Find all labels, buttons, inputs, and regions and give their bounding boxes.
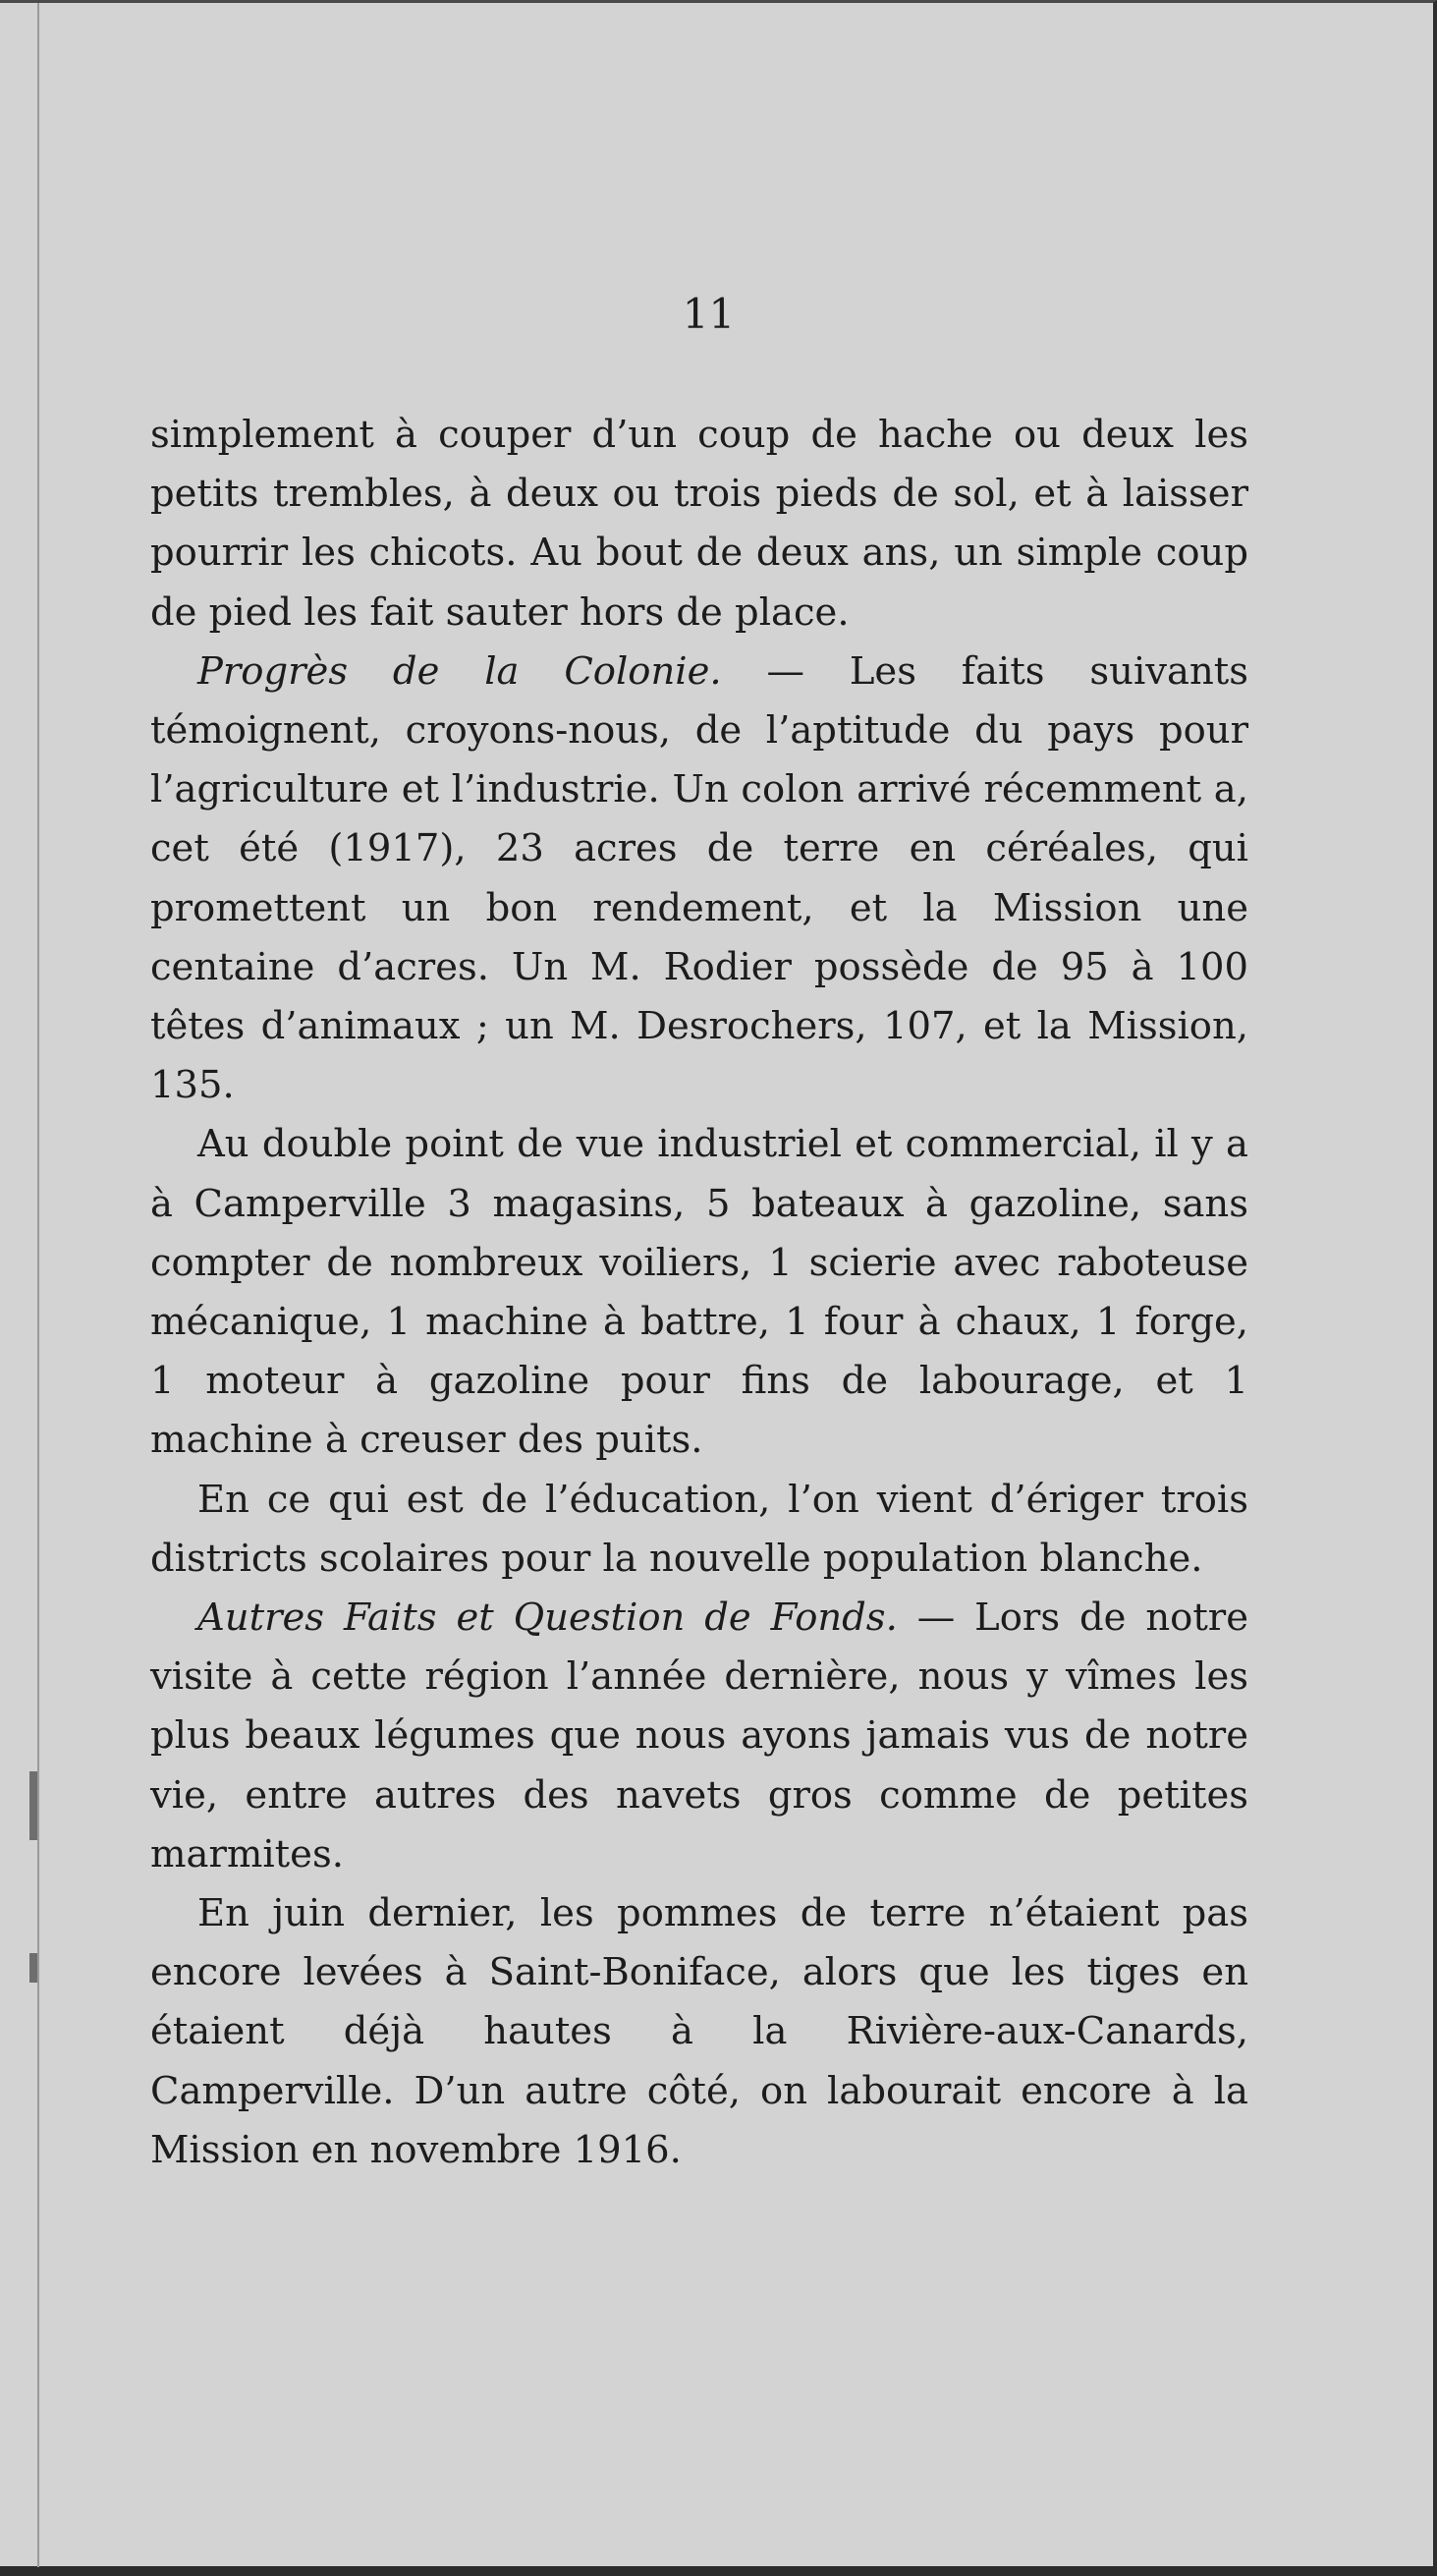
paragraph-3 [150, 1115, 1248, 1470]
binding-mark [29, 1771, 37, 1840]
paragraph-text: En ce qui est de l’éducation, l’on vient d’ériger trois districts scolaires pour la nouvelle population blanche. [150, 1477, 1248, 1581]
binding-mark [29, 1953, 37, 1983]
page-binding-edge [37, 3, 39, 2567]
paragraph-text: Au double point de vue industriel et commercial, il y a à Camperville 3 magasins, 5 bateaux à gazoline, sans compter de nombreux voiliers, 1 scierie avec raboteuse mécanique, 1 machine à battre, 1 four à chaux, 1 forge, 1 moteur à gazoline pour fins de labourage, et 1 machine à creuser des puits. [150, 1122, 1248, 1463]
paragraph-2 [150, 643, 1248, 1116]
paragraph-4 [150, 1471, 1248, 1589]
paragraph-text: — Lors de notre visite à cette région l’année dernière, nous y vîmes les plus beaux légumes que nous ayons jamais vus de notre vie, entre autres des navets gros comme de petites marmites. [150, 1596, 1248, 1876]
paragraph-6 [150, 1884, 1248, 2180]
paragraph-1 [150, 406, 1248, 643]
page-number: 11 [682, 290, 736, 338]
section-heading-autres-faits: Autres Faits et Question de Fonds. [197, 1596, 898, 1641]
paragraph-text: — Les faits suivants témoignent, croyons-nous, de l’aptitude du pays pour l’agriculture et l’industrie. Un colon arrivé récemment a, cet été (1917), 23 acres de terre en céréales, qui promettent un bon rendement, et la Mission une centaine d’acres. Un M. Rodier possède de 95 à 100 têtes d’animaux ; un M. Desrochers, 107, et la Mission, 135. [150, 648, 1249, 1108]
section-heading-progres: Progrès de la Colonie. [197, 648, 722, 694]
paragraph-text: simplement à couper d’un coup de hache ou deux les petits trembles, à deux ou trois pieds de sol, et à laisser pourrir les chicots. Au bout de deux ans, un simple coup de pied les fait sauter hors de place. [150, 413, 1248, 635]
paragraph-text: En juin dernier, les pommes de terre n’étaient pas encore levées à Saint-Boniface, alors que les tiges en étaient déjà hautes à la Rivière-aux-Canards, Camperville. D’un autre côté, on labourait encore à la Mission en novembre 1916. [150, 1891, 1248, 2172]
paragraph-5 [150, 1589, 1248, 1884]
body-text [150, 406, 1248, 2180]
